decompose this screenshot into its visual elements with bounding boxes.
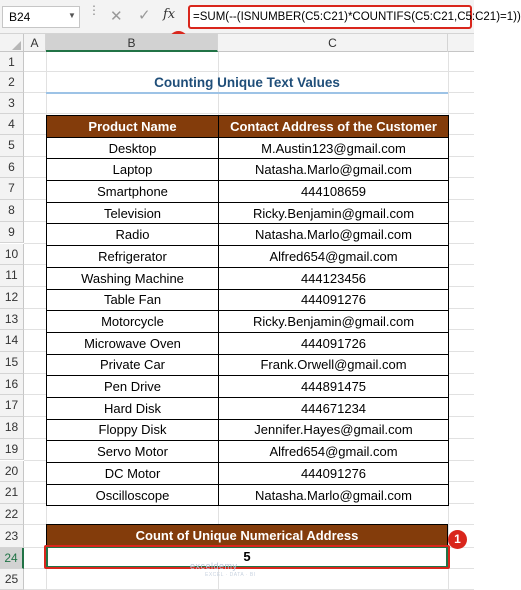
product-name-cell[interactable]: Desktop: [47, 137, 219, 159]
product-name-cell[interactable]: Table Fan: [47, 289, 219, 311]
table-row: [47, 289, 449, 311]
row-header-16[interactable]: 16: [0, 374, 24, 396]
table-row: [47, 484, 449, 506]
column-header-b[interactable]: B: [46, 34, 218, 52]
table-row: [47, 159, 449, 181]
row-header-21[interactable]: 21: [0, 482, 24, 504]
select-all-icon: [12, 41, 21, 50]
grid-line: [24, 113, 474, 114]
row-header-23[interactable]: 23: [0, 525, 24, 548]
table-row: [47, 137, 449, 159]
product-name-cell[interactable]: Refrigerator: [47, 246, 219, 268]
title-underline: [46, 92, 448, 94]
contact-address-cell[interactable]: 444091726: [219, 332, 449, 354]
row-header-11[interactable]: 11: [0, 265, 24, 287]
result-header-row: [47, 525, 448, 547]
header-product-name[interactable]: Product Name: [47, 116, 219, 138]
contact-address-cell[interactable]: Natasha.Marlo@gmail.com: [219, 224, 449, 246]
select-all-button[interactable]: [0, 34, 24, 52]
row-header-22[interactable]: 22: [0, 504, 24, 525]
more-options-icon: ⋮: [88, 3, 100, 17]
row-header-13[interactable]: 13: [0, 309, 24, 331]
row-header-6[interactable]: 6: [0, 157, 24, 179]
product-name-cell[interactable]: Radio: [47, 224, 219, 246]
page-title: Counting Unique Text Values: [154, 75, 340, 90]
watermark-logo: exceldemy: [190, 561, 238, 571]
contact-address-cell[interactable]: 444091276: [219, 289, 449, 311]
grid-line: [24, 71, 474, 72]
row-header-25[interactable]: 25: [0, 569, 24, 590]
product-name-cell[interactable]: Television: [47, 202, 219, 224]
product-name-cell[interactable]: Oscilloscope: [47, 484, 219, 506]
row-header-4[interactable]: 4: [0, 114, 24, 135]
chevron-down-icon[interactable]: ▼: [68, 11, 76, 20]
product-name-cell[interactable]: Servo Motor: [47, 441, 219, 463]
contact-address-cell[interactable]: Alfred654@gmail.com: [219, 246, 449, 268]
table-row: [47, 463, 449, 485]
contact-address-cell[interactable]: 444671234: [219, 397, 449, 419]
contact-address-cell[interactable]: Natasha.Marlo@gmail.com: [219, 484, 449, 506]
row-header-7[interactable]: 7: [0, 178, 24, 200]
contact-address-cell[interactable]: Frank.Orwell@gmail.com: [219, 354, 449, 376]
result-highlight-box: [44, 545, 450, 569]
product-name-cell[interactable]: Private Car: [47, 354, 219, 376]
table-row: [47, 376, 449, 398]
contact-address-cell[interactable]: Alfred654@gmail.com: [219, 441, 449, 463]
contact-address-cell[interactable]: 444091276: [219, 463, 449, 485]
column-header-bar: [0, 34, 474, 52]
table-row: [47, 224, 449, 246]
row-header-24[interactable]: 24: [0, 548, 24, 569]
table-row: [47, 267, 449, 289]
table-row: [47, 181, 449, 203]
table-row: [47, 332, 449, 354]
table-header-row: [47, 116, 449, 138]
row-header-19[interactable]: 19: [0, 439, 24, 461]
table-row: [47, 354, 449, 376]
name-box[interactable]: B24: [2, 6, 80, 28]
row-header-8[interactable]: 8: [0, 200, 24, 222]
row-header-9[interactable]: 9: [0, 222, 24, 244]
row-header-1[interactable]: 1: [0, 52, 24, 72]
insert-function-icon[interactable]: fx: [163, 7, 176, 22]
row-header-18[interactable]: 18: [0, 417, 24, 439]
formula-input[interactable]: =SUM(--(ISNUMBER(C5:C21)*COUNTIFS(C5:C21,C5:C21)=1)): [188, 5, 472, 29]
table-row: [47, 419, 449, 441]
result-header[interactable]: Count of Unique Numerical Address: [47, 525, 448, 547]
contact-address-cell[interactable]: Ricky.Benjamin@gmail.com: [219, 311, 449, 333]
product-name-cell[interactable]: Washing Machine: [47, 267, 219, 289]
step-badge-result: 1: [448, 530, 467, 549]
header-contact-address[interactable]: Contact Address of the Customer: [219, 116, 449, 138]
row-header-17[interactable]: 17: [0, 395, 24, 417]
contact-address-cell[interactable]: 444123456: [219, 267, 449, 289]
row-header-14[interactable]: 14: [0, 330, 24, 352]
contact-address-cell[interactable]: Jennifer.Hayes@gmail.com: [219, 419, 449, 441]
contact-address-cell[interactable]: Ricky.Benjamin@gmail.com: [219, 202, 449, 224]
cancel-icon[interactable]: ✕: [110, 8, 123, 25]
column-header-c[interactable]: C: [218, 34, 448, 52]
table-row: [47, 441, 449, 463]
contact-address-cell[interactable]: 444108659: [219, 181, 449, 203]
product-name-cell[interactable]: DC Motor: [47, 463, 219, 485]
product-name-cell[interactable]: Smartphone: [47, 181, 219, 203]
row-header-20[interactable]: 20: [0, 461, 24, 483]
product-name-cell[interactable]: Pen Drive: [47, 376, 219, 398]
table-row: [47, 202, 449, 224]
table-row: [47, 311, 449, 333]
product-name-cell[interactable]: Motorcycle: [47, 311, 219, 333]
product-name-cell[interactable]: Floppy Disk: [47, 419, 219, 441]
row-header-3[interactable]: 3: [0, 93, 24, 114]
contact-address-cell[interactable]: 444891475: [219, 376, 449, 398]
enter-icon[interactable]: ✓: [138, 7, 151, 24]
row-header-12[interactable]: 12: [0, 287, 24, 309]
row-header-2[interactable]: 2: [0, 72, 24, 93]
row-header-5[interactable]: 5: [0, 135, 24, 157]
formula-bar: [0, 0, 521, 34]
table-row: [47, 397, 449, 419]
contact-address-cell[interactable]: M.Austin123@gmail.com: [219, 137, 449, 159]
watermark-tagline: EXCEL · DATA · BI: [205, 572, 256, 578]
product-table: [46, 115, 449, 506]
product-name-cell[interactable]: Hard Disk: [47, 397, 219, 419]
result-value-cell[interactable]: 5: [47, 546, 448, 568]
contact-address-cell[interactable]: Natasha.Marlo@gmail.com: [219, 159, 449, 181]
product-name-cell[interactable]: Laptop: [47, 159, 219, 181]
column-header-a[interactable]: A: [24, 34, 46, 52]
product-name-cell[interactable]: Microwave Oven: [47, 332, 219, 354]
table-row: [47, 246, 449, 268]
row-header-10[interactable]: 10: [0, 244, 24, 266]
row-header-15[interactable]: 15: [0, 352, 24, 374]
